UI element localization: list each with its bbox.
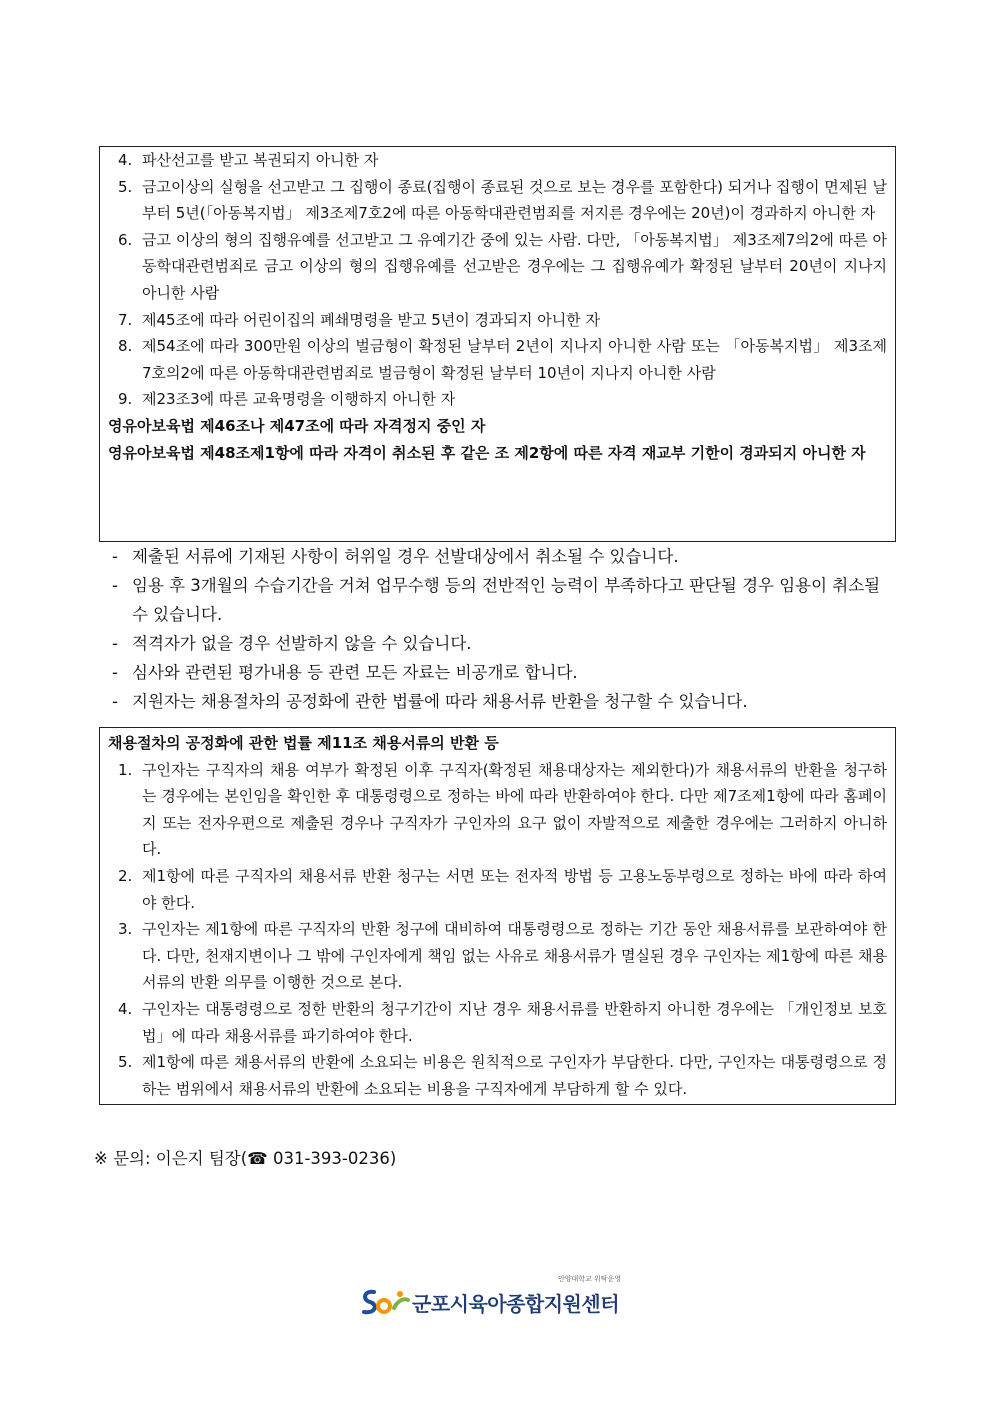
logo-mark-icon (360, 1286, 410, 1318)
logo-subtitle: 안양대학교 위탁운영 (558, 1275, 622, 1283)
law-item (108, 863, 887, 916)
logo-name: 군포시육아종합지원센터 (412, 1292, 620, 1316)
law-item (108, 916, 887, 996)
item-number: 9. (118, 390, 133, 409)
contact-prefix: ※ 문의: 이은지 팀장( (94, 1149, 248, 1168)
item-text: 파산선고를 받고 복권되지 아니한 자 (142, 151, 379, 169)
dash-bullet: - (112, 692, 118, 711)
dash-bullet: - (112, 663, 118, 682)
phone-icon: ☎ (247, 1149, 268, 1168)
notice-text: 심사와 관련된 평가내용 등 관련 모든 자료는 비공개로 합니다. (132, 663, 578, 682)
item-text: 금고 이상의 형의 집행유예를 선고받고 그 유예기간 중에 있는 사람. 다만, 「아동복지법」 제3조제7의2에 따른 아동학대관련범죄로 금고 이상의 형의 집행유예를 선고받은 경우에는 그 집행유예가 확정된 날부터 20년이 지나지 아니한 사람 (142, 230, 887, 302)
notice-item (108, 658, 896, 687)
item-text: 구인자는 제1항에 따른 구직자의 반환 청구에 대비하여 대통령령으로 정하는 기간 동안 채용서류를 보관하여야 한다. 다만, 천재지변이나 그 밖에 구인자에게 책임 없는 사유로 채용서류가 멸실된 경우 구인자는 제1항에 따른 채용서류의 반환 의무를 이행한 것으로 본다. (142, 920, 887, 992)
item-text: 제1항에 따른 채용서류의 반환에 소요되는 비용은 원칙적으로 구인자가 부담한다. 다만, 구인자는 대통령령으로 정하는 범위에서 채용서류의 반환에 소요되는 비용을 구직자에게 부담하게 할 수 있다. (142, 1053, 887, 1098)
item-number: 3. (118, 920, 133, 939)
item-number: 2. (118, 866, 133, 885)
item-text: 금고이상의 실형을 선고받고 그 집행이 종료(집행이 종료된 것으로 보는 경우를 포함한다) 되거나 집행이 면제된 날부터 5년(「아동복지법」 제3조제7호2에 따른 아동학대관련범죄를 저지른 경우에는 20년)이 경과하지 아니한 자 (142, 177, 888, 223)
item-number: 7. (118, 310, 133, 329)
notice-item (108, 687, 896, 716)
item-number: 1. (118, 760, 133, 779)
item-text: 제54조에 따라 300만원 이상의 벌금형이 확정된 날부터 2년이 지나지 아니한 사람 또는 「아동복지법」 제3조제7호의2에 따른 아동학대관련범죄로 벌금형이 확정된 날부터 10년이 지나지 아니한 사람 (142, 337, 887, 382)
law-item (108, 1049, 887, 1102)
item-number: 6. (118, 230, 133, 249)
eligibility-item (108, 174, 887, 227)
eligibility-item (108, 227, 887, 307)
suspension-clause: 영유아보육법 제46조나 제47조에 따라 자격정지 중인 자 (108, 416, 486, 435)
item-text: 구인자는 대통령령으로 정한 반환의 청구기간이 지난 경우 채용서류를 반환하지 아니한 경우에는 「개인정보 보호법」에 따라 채용서류를 파기하여야 한다. (142, 999, 887, 1045)
document-return-box (99, 727, 896, 1105)
eligibility-item (108, 307, 887, 334)
notice-text: 지원자는 채용절차의 공정화에 관한 법률에 따라 채용서류 반환을 청구할 수 있습니다. (132, 692, 748, 711)
notice-item (108, 629, 896, 658)
notice-text: 제출된 서류에 기재된 사항이 허위일 경우 선발대상에서 취소될 수 있습니다. (132, 547, 679, 566)
item-text: 구인자는 구직자의 채용 여부가 확정된 이후 구직자(확정된 채용대상자는 제외한다)가 채용서류의 반환을 청구하는 경우에는 본인임을 확인한 후 대통령령으로 정하는 바에 따라 반환하여야 한다. 다만 제7조제1항에 따라 홈페이지 또는 전자우편으로 제출된 경우나 구직자가 구인자의 요구 없이 자발적으로 제출한 경우에는 그러하지 아니하다. (142, 760, 887, 859)
item-text: 제45조에 따라 어린이집의 폐쇄명령을 받고 5년이 경과되지 아니한 자 (142, 310, 601, 329)
eligibility-item (108, 147, 887, 174)
notice-text: 임용 후 3개월의 수습기간을 거쳐 업무수행 등의 전반적인 능력이 부족하다고 판단될 경우 임용이 취소될 수 있습니다. (132, 576, 881, 624)
center-logo (360, 1274, 640, 1322)
item-text: 제23조3에 따른 교육명령을 이행하지 아니한 자 (142, 390, 456, 409)
eligibility-item (108, 386, 887, 413)
contact-phone: 031-393-0236) (267, 1149, 397, 1168)
item-number: 4. (118, 999, 133, 1018)
eligibility-box (99, 146, 896, 542)
dash-bullet: - (112, 634, 118, 653)
notice-item (108, 542, 896, 571)
notice-list (108, 542, 896, 716)
eligibility-item (108, 333, 887, 386)
item-number: 5. (118, 1053, 133, 1072)
contact-info (94, 1146, 396, 1172)
law-item (108, 757, 887, 863)
notice-item (108, 571, 896, 629)
item-number: 8. (118, 337, 133, 356)
dash-bullet: - (112, 576, 118, 595)
item-text: 제1항에 따른 구직자의 채용서류 반환 청구는 서면 또는 전자적 방법 등 고용노동부령으로 정하는 바에 따라 하여야 한다. (142, 866, 887, 912)
revocation-clause: 영유아보육법 제48조제1항에 따라 자격이 취소된 후 같은 조 제2항에 따른 자격 재교부 기한이 경과되지 아니한 자 (108, 443, 866, 462)
law-title: 채용절차의 공정화에 관한 법률 제11조 채용서류의 반환 등 (108, 734, 499, 752)
dash-bullet: - (112, 547, 118, 566)
notice-text: 적격자가 없을 경우 선발하지 않을 수 있습니다. (132, 634, 472, 653)
item-number: 4. (118, 151, 133, 169)
item-number: 5. (118, 177, 133, 196)
law-item (108, 996, 887, 1049)
